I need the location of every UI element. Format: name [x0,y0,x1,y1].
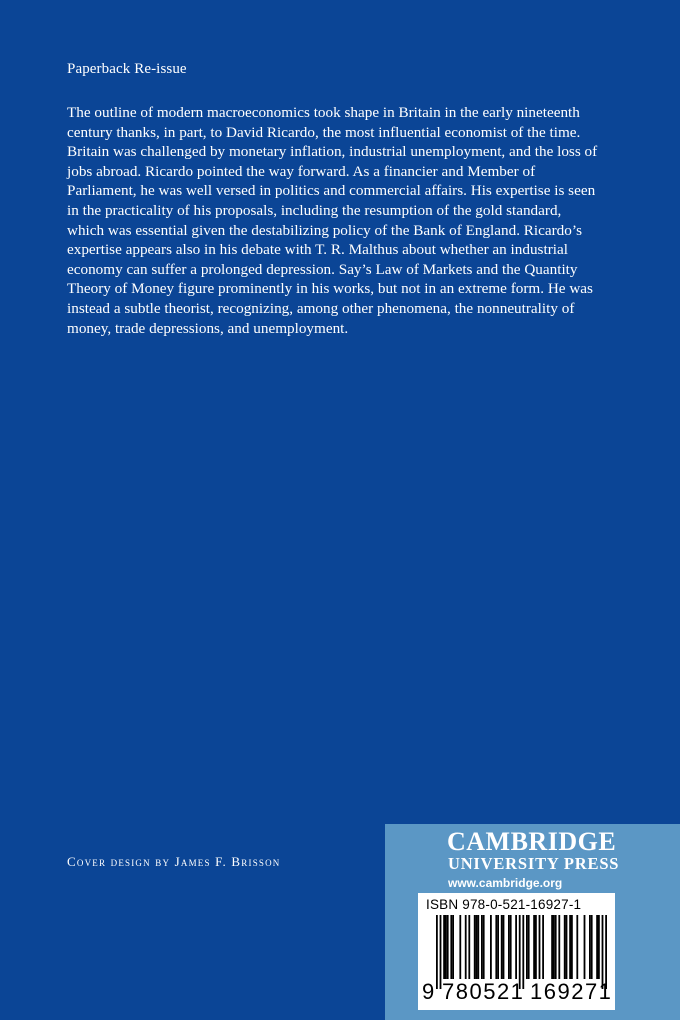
barcode-bar [533,915,535,979]
barcode-bar [558,915,560,979]
barcode-bar [476,915,478,979]
barcode-bar [566,915,568,979]
barcode-bar [539,915,541,979]
barcode-bar [535,915,537,979]
barcode-bar [515,915,517,979]
barcode-digits-left: 780521 [442,979,525,1004]
barcode-bar [528,915,530,979]
barcode-bar [591,915,593,979]
barcode-bar [477,915,479,979]
barcode-bar [519,915,521,989]
barcode-bar [596,915,598,979]
barcode-bar [584,915,586,979]
barcode-bar [468,915,470,979]
barcode-bar [598,915,600,979]
barcode-bar [459,915,461,979]
barcode-bar [555,915,557,979]
barcode-bar [571,915,573,979]
publisher-url: www.cambridge.org [448,876,563,890]
barcode-bar [526,915,528,979]
barcode-bar [576,915,578,979]
barcode-bar [508,915,510,979]
barcode-bar [481,915,483,979]
barcode-bar [510,915,512,979]
barcode-bar [436,915,438,989]
barcode-bar [474,915,476,979]
barcode-box [418,893,615,1010]
barcode-bar [445,915,447,979]
isbn-label: ISBN 978-0-521-16927-1 [426,897,582,912]
barcode-bar [503,915,505,979]
barcode-bar [553,915,555,979]
barcode-bar [602,915,604,989]
publisher-subname: UNIVERSITY PRESS [448,854,620,873]
barcode-bar [483,915,485,979]
barcode-digit-lead: 9 [422,979,435,1004]
barcode-bar [452,915,454,979]
barcode-bar [564,915,566,979]
barcode-bar [501,915,503,979]
barcode-bar [450,915,452,979]
barcode-bar [443,915,445,979]
barcode-bar [605,915,607,989]
barcode-bar [497,915,499,979]
barcode-bar [490,915,492,979]
barcode-bar [447,915,449,979]
barcode-bar [589,915,591,979]
barcode-bar [551,915,553,979]
edition-label: Paperback Re-issue [67,61,187,77]
barcode-bar [569,915,571,979]
barcode-bar [440,915,442,989]
barcode-bar [465,915,467,979]
barcode-bar [495,915,497,979]
barcode-digits-right: 169271 [530,979,613,1004]
barcode-bar [522,915,524,989]
publisher-panel [385,824,680,1020]
cover-design-credit: Cover design by James F. Brisson [67,854,281,869]
barcode-bar [542,915,544,979]
book-description: The outline of modern macroeconomics took shape in Britain in the early nineteenth century thanks, in part, to David Ricardo, the most influential economist of the time. Britain was challenged by monetary inflation, industrial unemployment, and the loss of jobs abroad. Ricardo pointed the way forward. As a financier and Member of Parliament, he was well versed in politics and commercial affairs. His expertise is seen in the practicality of his proposals, including the resumption of the gold standard, which was essential given the destabilizing policy of the Bank of England. Ricardo’s expertise appears also in his debate with T. R. Malthus about whether an industrial economy can suffer a prolonged depression. Say’s Law of Markets and the Quantity Theory of Money figure prominently in his works, but not in an extreme form. He was instead a subtle theorist, recognizing, among other phenomena, the nonneutrality of money, trade depressions, and unemployment. [67,104,598,337]
publisher-name: CAMBRIDGE [447,827,617,856]
